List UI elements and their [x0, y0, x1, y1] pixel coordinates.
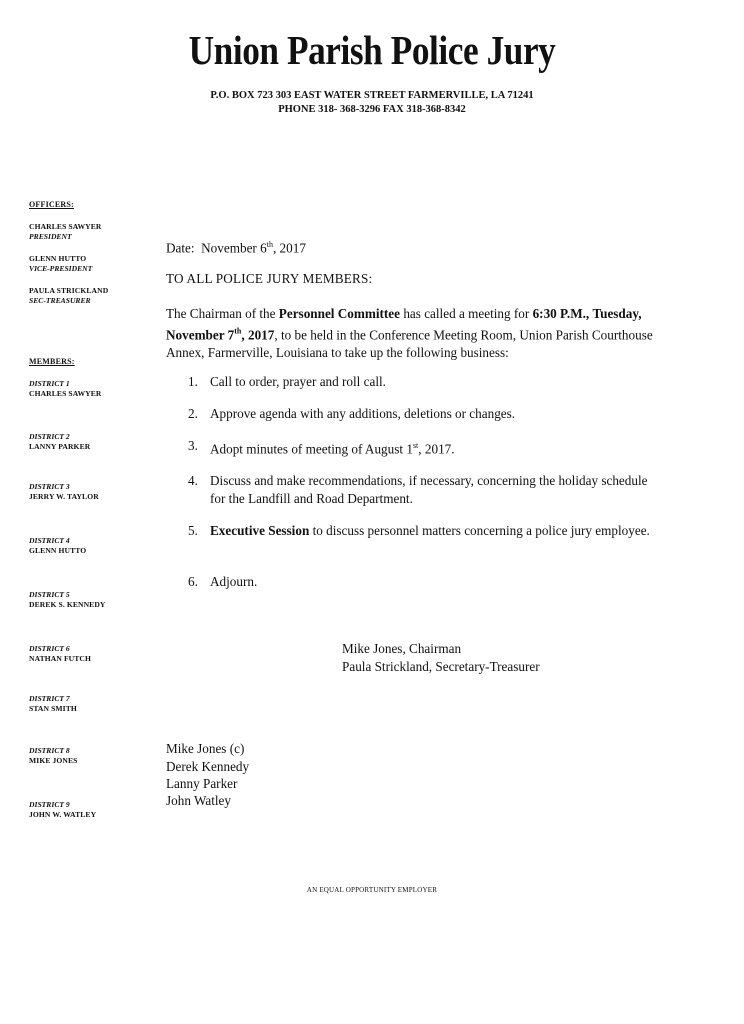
member-name: STAN SMITH [29, 704, 77, 713]
member-district: DISTRICT 6 [29, 644, 70, 653]
officers-heading: OFFICERS: [29, 200, 74, 209]
letterhead-address: P.O. BOX 723 303 EAST WATER STREET FARMERVILLE, LA 71241 [210, 90, 534, 101]
footer-eoe: AN EQUAL OPPORTUNITY EMPLOYER [306, 886, 438, 894]
signature-chairman: Mike Jones, Chairman [342, 641, 462, 656]
officer-name: GLENN HUTTO [29, 254, 87, 263]
member-district: DISTRICT 7 [29, 694, 70, 703]
member-name: JERRY W. TAYLOR [29, 492, 99, 501]
agenda-text: to discuss personnel matters concerning a police jury employee. [309, 523, 650, 538]
member-district: DISTRICT 4 [29, 536, 70, 545]
member-name: CHARLES SAWYER [29, 389, 102, 398]
agenda-text: Adjourn. [210, 574, 258, 589]
signature-secretary: Paula Strickland, Secretary-Treasurer [342, 659, 540, 674]
agenda-number: 2. [188, 406, 198, 421]
agenda-number: 6. [188, 574, 198, 589]
letter-date [166, 236, 306, 257]
member-district: DISTRICT 2 [29, 432, 70, 441]
salutation: TO ALL POLICE JURY MEMBERS: [166, 271, 373, 286]
intro-paragraph [166, 305, 666, 362]
committee-name: Personnel Committee [278, 306, 401, 321]
committee-member: John Watley [166, 793, 231, 808]
member-name: GLENN HUTTO [29, 546, 87, 555]
meeting-year: , 2017 [241, 327, 275, 343]
member-district: DISTRICT 5 [29, 590, 70, 599]
member-name: NATHAN FUTCH [29, 654, 92, 663]
committee-member: Derek Kennedy [166, 759, 250, 774]
member-name: LANNY PARKER [29, 442, 91, 451]
intro-text: The Chairman of the [166, 306, 279, 321]
officer-role: PRESIDENT [29, 232, 72, 241]
agenda-number: 4. [188, 473, 198, 488]
intro-text: , to be held in the Conference Meeting Room, Union Parish Courthouse Annex, Farmerville, Louisiana to take up the following business: [166, 327, 653, 360]
agenda-text: Call to order, prayer and roll call. [210, 374, 386, 389]
date-suffix: th [266, 240, 273, 249]
letterhead-title: Union Parish Police Jury [188, 27, 556, 73]
committee-member: Lanny Parker [166, 776, 238, 791]
officer-role: VICE-PRESIDENT [29, 264, 93, 273]
letterhead-phone-fax: PHONE 318- 368-3296 FAX 318-368-8342 [278, 104, 466, 115]
committee-member: Mike Jones (c) [166, 741, 245, 756]
member-name: DEREK S. KENNEDY [29, 600, 106, 609]
member-name: MIKE JONES [29, 756, 78, 765]
agenda-text: Approve agenda with any additions, deletions or changes. [210, 406, 516, 421]
meeting-day: Tuesday, November 7 [166, 306, 642, 343]
member-district: DISTRICT 8 [29, 746, 70, 755]
agenda-number: 1. [188, 374, 198, 389]
date-year: , 2017 [272, 240, 306, 256]
officer-name: PAULA STRICKLAND [29, 286, 109, 295]
member-district: DISTRICT 1 [29, 379, 70, 388]
meeting-day-suffix: th [234, 326, 242, 336]
agenda-number: 3. [188, 438, 198, 453]
member-district: DISTRICT 9 [29, 800, 70, 809]
agenda-tail: , 2017. [418, 441, 455, 457]
agenda-sup: st [412, 441, 419, 450]
member-name: JOHN W. WATLEY [29, 810, 97, 819]
agenda-bold: Executive Session [210, 523, 310, 538]
agenda-number: 5. [188, 523, 198, 538]
officer-role: SEC-TREASURER [29, 296, 91, 305]
meeting-time: 6:30 P.M., [532, 306, 590, 321]
agenda-text: Adopt minutes of meeting of August 1 [210, 441, 413, 457]
date-label: Date: [166, 240, 195, 256]
date-value: November 6 [201, 240, 267, 256]
intro-text: has called a meeting for [400, 306, 533, 321]
members-heading: MEMBERS: [29, 357, 75, 366]
officer-name: CHARLES SAWYER [29, 222, 102, 231]
member-district: DISTRICT 3 [29, 482, 70, 491]
agenda-text: Discuss and make recommendations, if necessary, concerning the holiday schedule for the Landfill and Road Department. [210, 473, 648, 506]
